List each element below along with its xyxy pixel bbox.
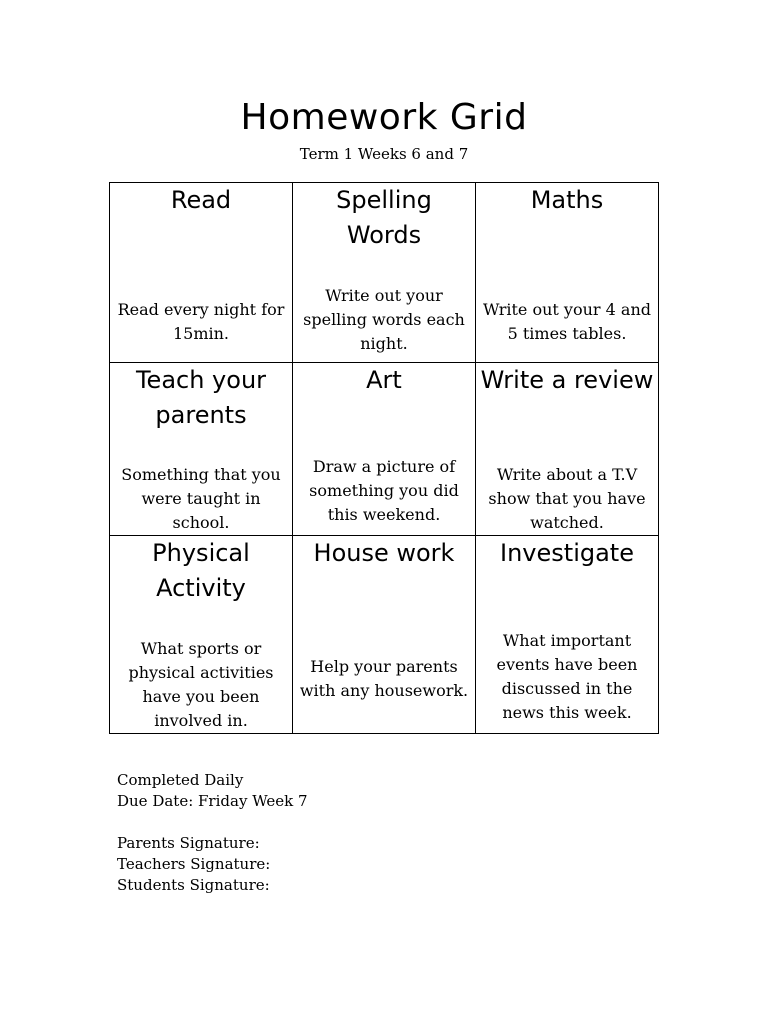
due-date: Due Date: Friday Week 7 xyxy=(117,792,308,810)
cell-body: Read every night for 15min. xyxy=(117,300,285,343)
cell-heading: Write a review xyxy=(480,366,654,394)
cell-body: Something that you were taught in school. xyxy=(121,465,281,532)
students-signature-label: Students Signature: xyxy=(117,876,270,894)
cell-body: What sports or physical activities have you been involved in. xyxy=(128,639,274,730)
grid-cell-physical-activity xyxy=(110,536,293,734)
cell-heading: Physical Activity xyxy=(152,539,250,602)
page-title: Homework Grid xyxy=(240,97,528,138)
grid-cell-house-work xyxy=(293,536,476,734)
grid-cell-teach-your-parents xyxy=(110,363,293,536)
grid-cell-maths xyxy=(476,183,659,363)
grid-row xyxy=(110,536,659,734)
grid-row xyxy=(110,363,659,536)
cell-heading: Investigate xyxy=(500,539,634,567)
grid-cell-write-a-review xyxy=(476,363,659,536)
homework-grid xyxy=(109,182,659,734)
cell-heading: Teach your parents xyxy=(135,366,267,429)
cell-body: Write about a T.V show that you have watched. xyxy=(488,465,646,532)
grid-cell-art xyxy=(293,363,476,536)
completed-note: Completed Daily xyxy=(117,771,244,789)
cell-body: Draw a picture of something you did this weekend. xyxy=(309,457,459,524)
teachers-signature-label: Teachers Signature: xyxy=(117,855,271,873)
cell-heading: Art xyxy=(366,366,402,394)
cell-body: Help your parents with any housework. xyxy=(299,657,469,700)
cell-heading: Spelling Words xyxy=(336,186,432,249)
parents-signature-label: Parents Signature: xyxy=(117,834,260,852)
grid-cell-spelling-words xyxy=(293,183,476,363)
cell-heading: Maths xyxy=(530,186,604,214)
cell-body: Write out your 4 and 5 times tables. xyxy=(483,300,651,343)
grid-cell-investigate xyxy=(476,536,659,734)
grid-cell-read xyxy=(110,183,293,363)
cell-body: Write out your spelling words each night. xyxy=(303,286,465,353)
grid-row xyxy=(110,183,659,363)
page-subtitle: Term 1 Weeks 6 and 7 xyxy=(299,145,469,163)
cell-heading: Read xyxy=(170,186,232,214)
cell-body: What important events have been discussed in the news this week. xyxy=(496,631,638,722)
footer-notes xyxy=(117,770,308,896)
cell-heading: House work xyxy=(313,539,455,567)
